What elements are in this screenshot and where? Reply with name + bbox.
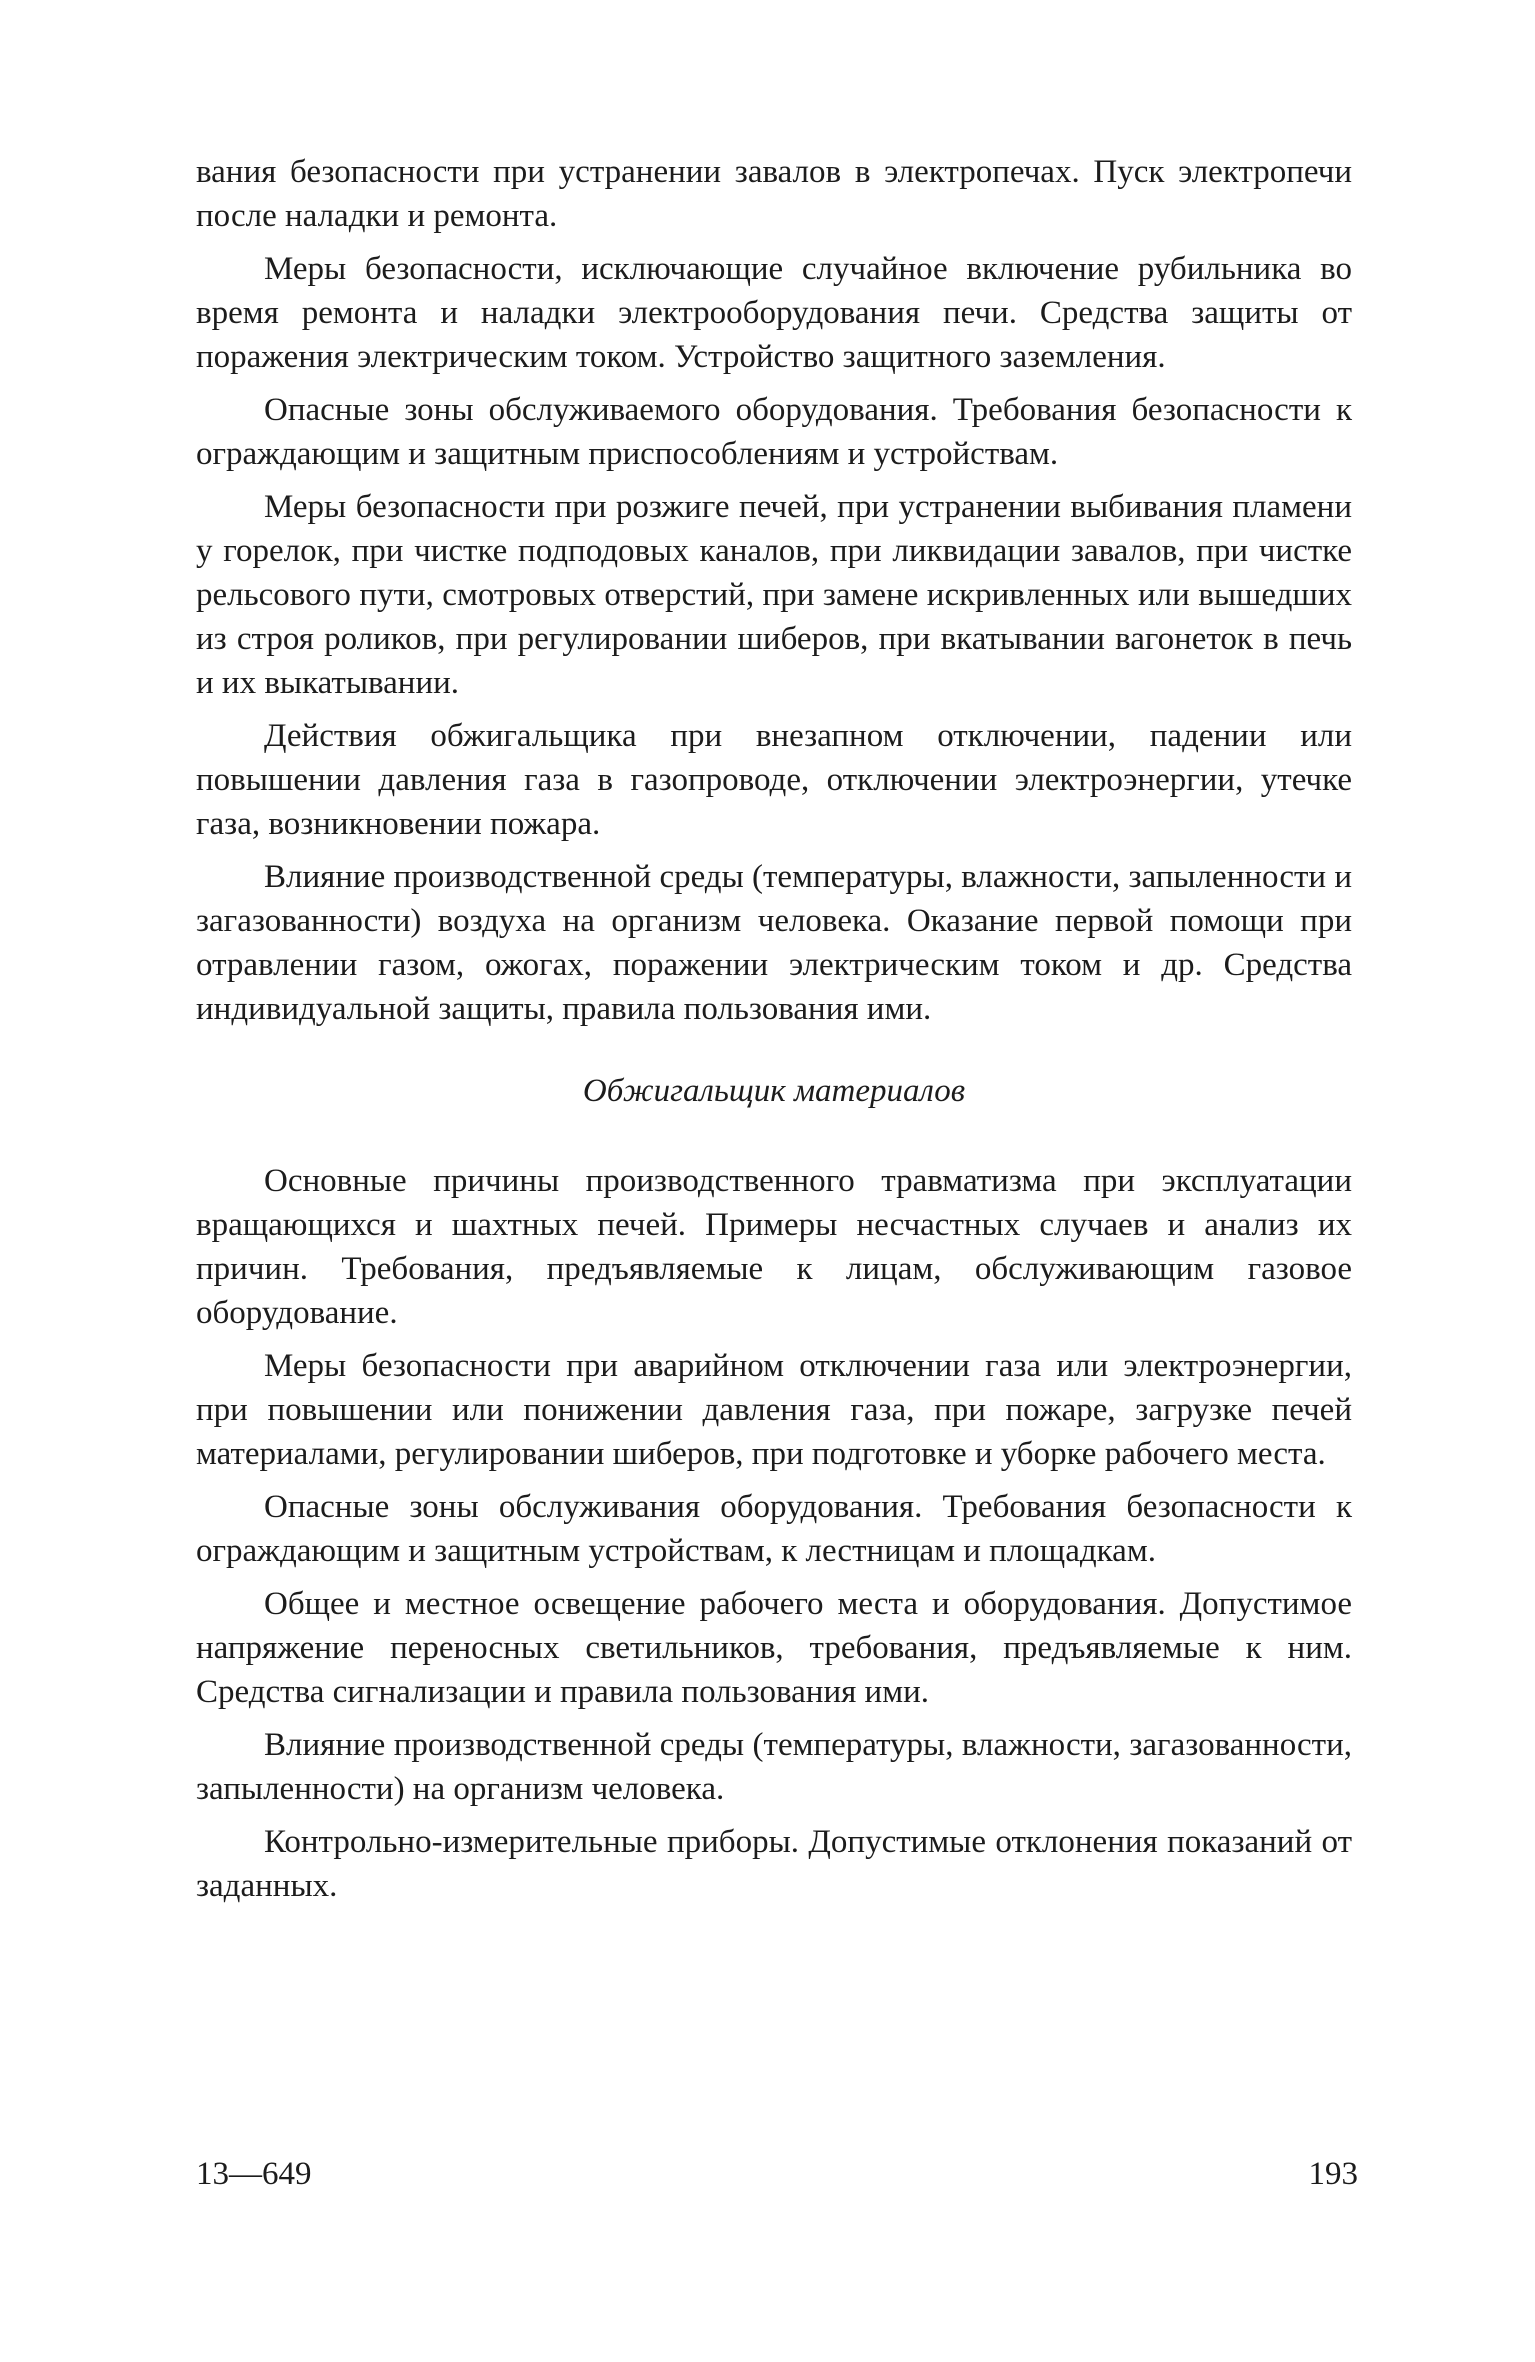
paragraph: вания безопасности при устранении завалов в электропечах. Пуск электропечи после наладки и ремонта.: [196, 154, 1352, 234]
paragraph: Меры безопасности, исключающие случайное включение рубильника во время ремонта и наладки электрооборудования печи. Средства защиты от поражения электрическим током. Устройство защитного заземления.: [196, 251, 1352, 375]
paragraph: Общее и местное освещение рабочего места и оборудования. Допустимое напряжение переносных светильников, требования, предъявляемые к ним. Средства сигнализации и правила пользования ими.: [196, 1586, 1352, 1710]
paragraph: Контрольно-измерительные приборы. Допустимые отклонения показаний от заданных.: [196, 1824, 1352, 1904]
section-title: Обжигальщик материалов: [582, 1073, 966, 1109]
signature-mark: 13—649: [196, 2156, 312, 2192]
paragraph: Влияние производственной среды (температуры, влажности, загазованности, запыленности) на организм человека.: [196, 1727, 1352, 1807]
page-body: [196, 150, 1352, 1917]
paragraph: Действия обжигальщика при внезапном отключении, падении или повышении давления газа в газопроводе, отключении электроэнергии, утечке газа, возникновении пожара.: [196, 718, 1352, 842]
paragraph: Опасные зоны обслуживаемого оборудования. Требования безопасности к ограждающим и защитным приспособлениям и устройствам.: [196, 392, 1352, 472]
paragraph: Влияние производственной среды (температуры, влажности, запыленности и загазованности) воздуха на организм человека. Оказание первой помощи при отравлении газом, ожогах, поражении электрическим током и др. Средства индивидуальной защиты, правила пользования ими.: [196, 859, 1352, 1027]
paragraph: Меры безопасности при розжиге печей, при устранении выбивания пламени у горелок, при чистке подподовых каналов, при ликвидации завалов, при чистке рельсового пути, смотровых отверстий, при замене искривленных или вышедших из строя роликов, при регулировании шиберов, при вкатывании вагонеток в печь и их выкатывании.: [196, 489, 1352, 701]
page-footer: [196, 2152, 1358, 2196]
paragraph: Опасные зоны обслуживания оборудования. Требования безопасности к ограждающим и защитным устройствам, к лестницам и площадкам.: [196, 1489, 1352, 1569]
paragraph: Меры безопасности при аварийном отключении газа или электроэнергии, при повышении или понижении давления газа, при пожаре, загрузке печей материалами, регулировании шиберов, при подготовке и уборке рабочего места.: [196, 1348, 1352, 1472]
paragraph: Основные причины производственного травматизма при эксплуатации вращающихся и шахтных печей. Примеры несчастных случаев и анализ их причин. Требования, предъявляемые к лицам, обслуживающим газовое оборудование.: [196, 1163, 1352, 1331]
page-number: 193: [1308, 2156, 1358, 2192]
